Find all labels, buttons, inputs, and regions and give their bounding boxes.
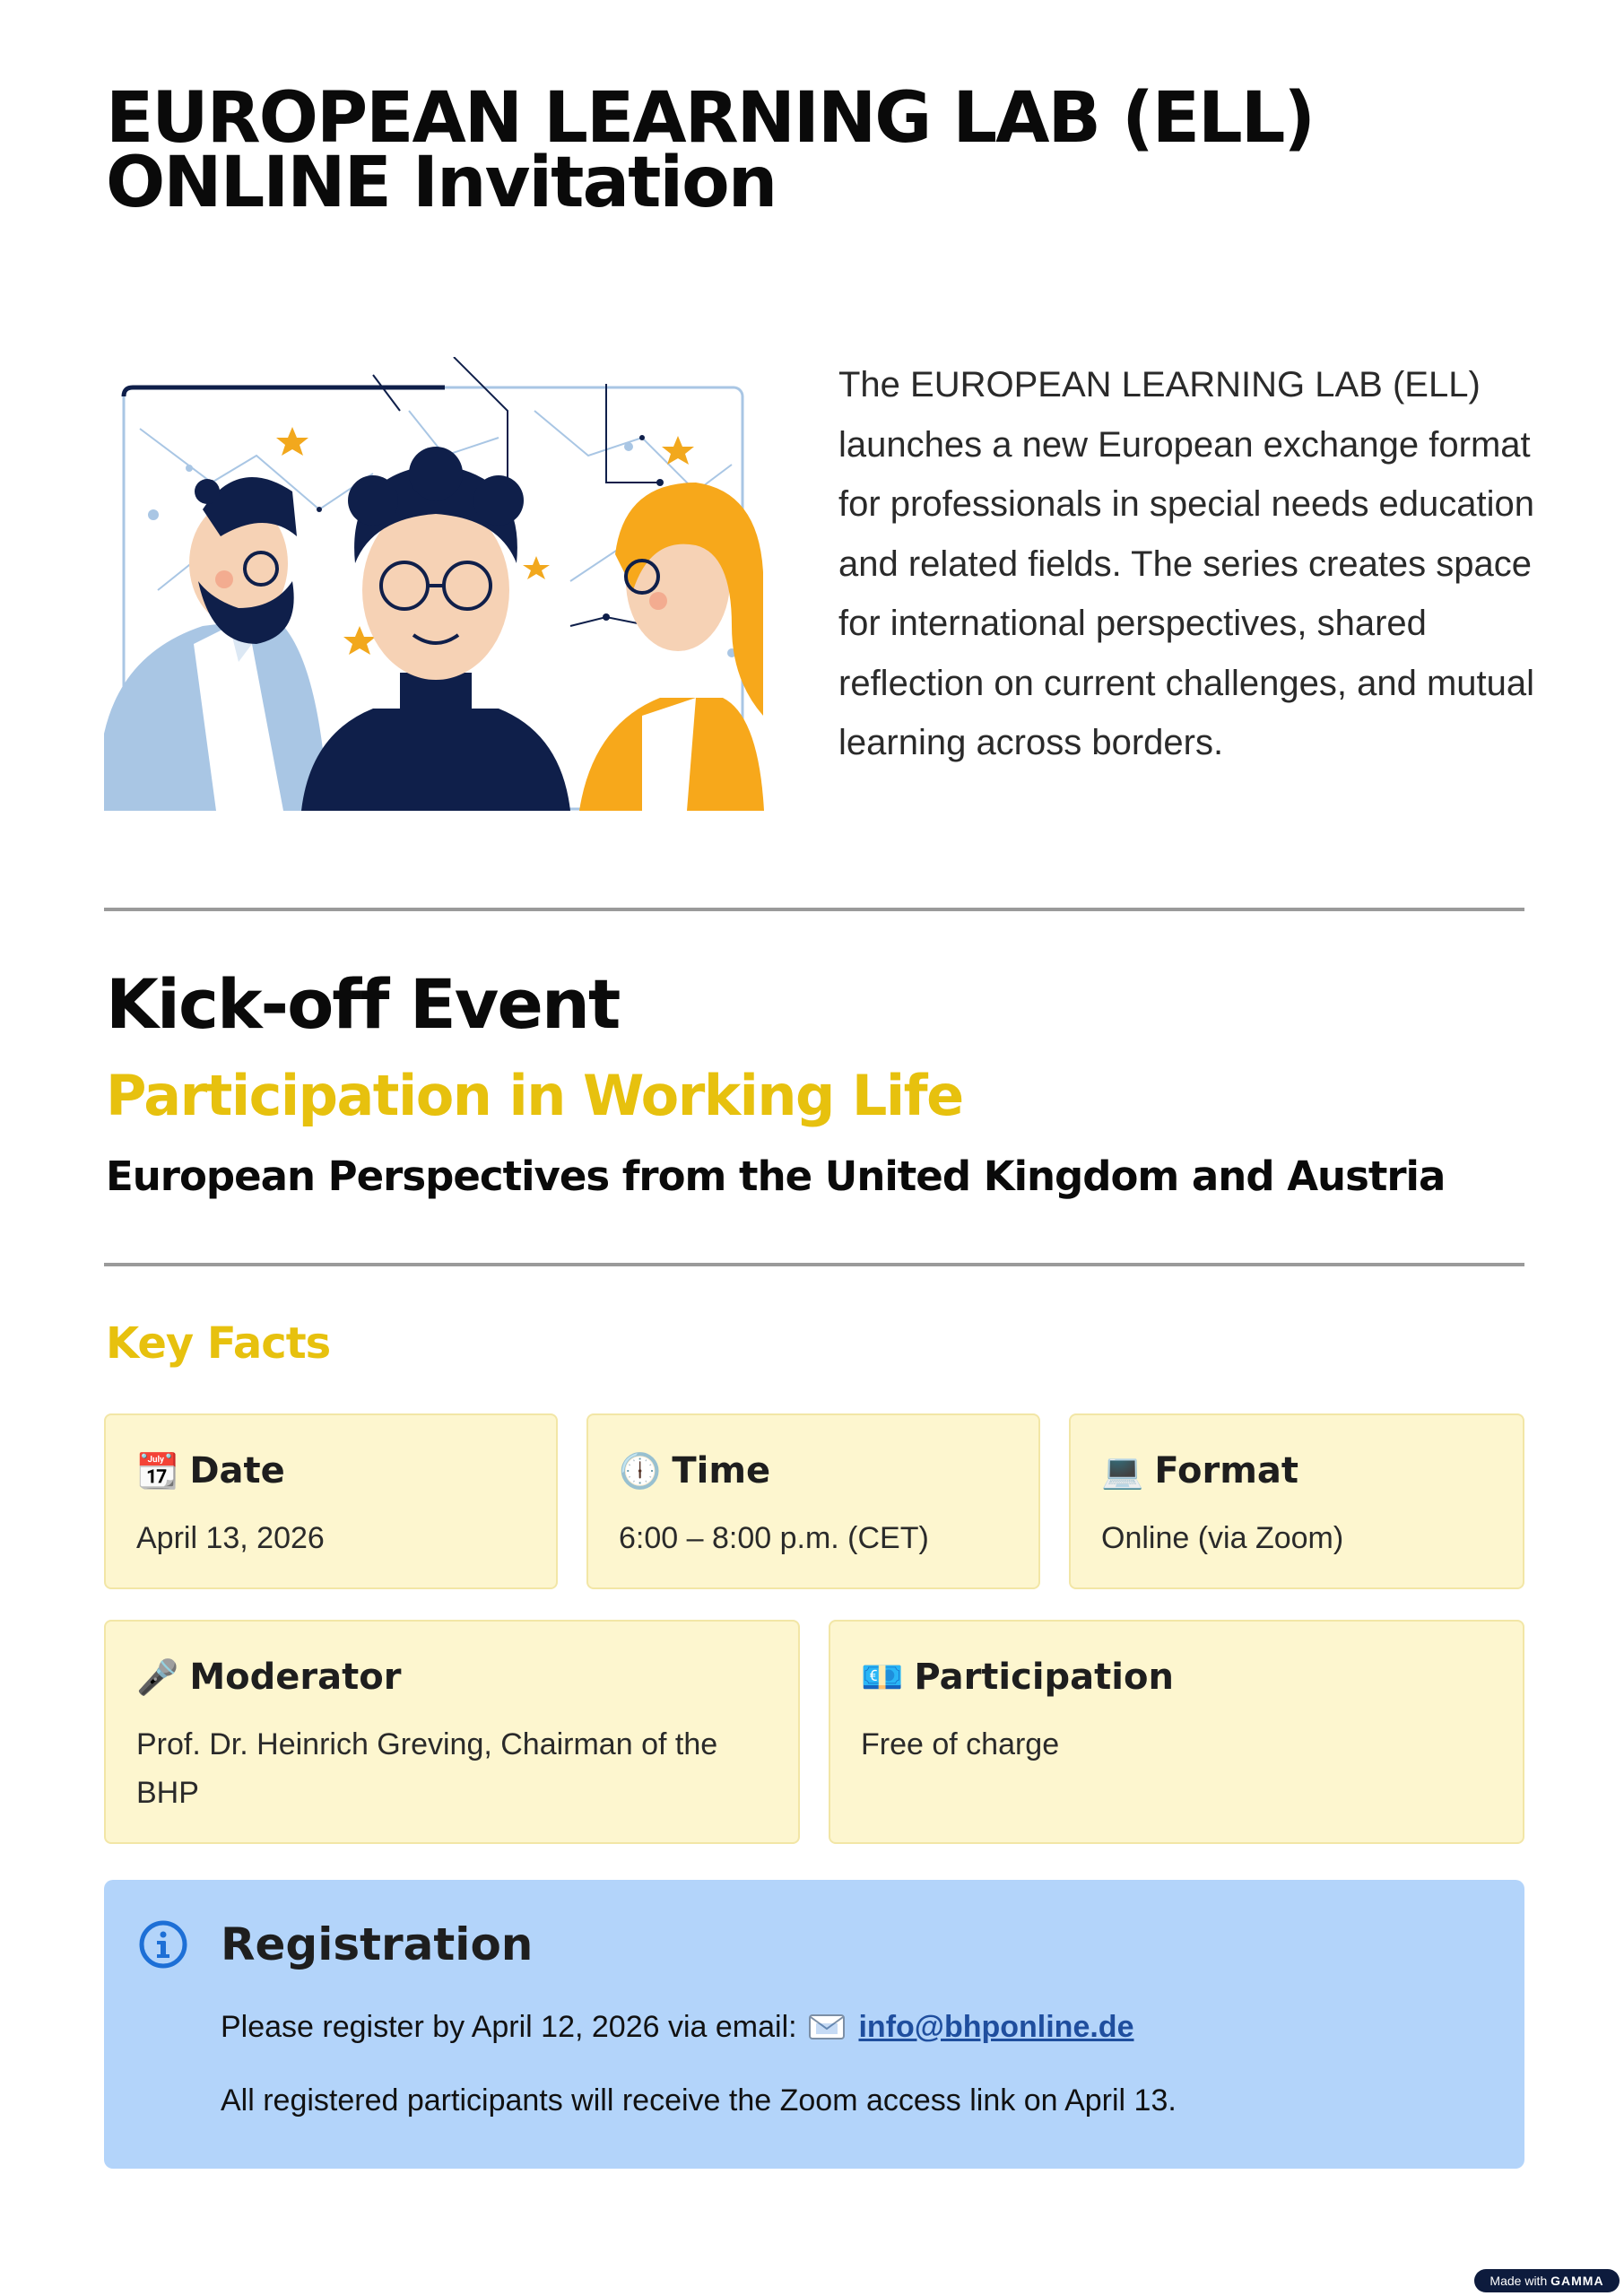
participation-card-title [861,1652,1174,1702]
hero-illustration [104,357,764,811]
section-divider [104,1263,1524,1266]
made-with-gamma-badge[interactable] [1474,2269,1620,2292]
format-value: Online (via Zoom) [1101,1521,1344,1555]
registration-instructions-text: Please register by April 12, 2026 via email: [221,2010,797,2044]
intro-paragraph: The EUROPEAN LEARNING LAB (ELL) launches a new European exchange format for professionals in special needs education and related fields. The series creates space for international perspectives, shared reflection on current challenges, and mutual learning across borders. [838,365,1535,762]
format-card-title [1101,1446,1298,1496]
participation-value: Free of charge [861,1727,1060,1761]
calendar-icon: 📆 [136,1451,179,1491]
moderator-card-title [136,1652,401,1702]
time-card [586,1413,1040,1589]
registration-callout [104,1880,1524,2169]
microphone-icon: 🎤 [136,1657,179,1697]
time-value: 6:00 – 8:00 p.m. (CET) [619,1521,929,1555]
event-topic: Participation in Working Life [106,1063,963,1128]
date-card-label: Date [189,1450,285,1492]
format-card [1069,1413,1524,1589]
section-divider [104,908,1524,911]
page-title-line2: ONLINE Invitation [106,143,777,223]
moderator-value: Prof. Dr. Heinrich Greving, Chairman of the BHP [136,1727,718,1810]
laptop-icon: 💻 [1101,1451,1144,1491]
email-icon [809,2014,845,2039]
kickoff-heading: Kick-off Event [106,964,620,1044]
time-card-title [619,1446,770,1496]
clock-icon: 🕕 [619,1451,662,1491]
moderator-card [104,1620,800,1844]
moderator-card-label: Moderator [189,1657,402,1698]
time-card-label: Time [672,1450,771,1492]
page-title [106,78,1361,223]
registration-instructions [221,2005,1133,2048]
money-icon: 💶 [861,1657,904,1697]
badge-prefix: Made with [1489,2274,1548,2288]
key-facts-heading: Key Facts [106,1318,331,1369]
date-card [104,1413,558,1589]
info-icon [138,1919,188,1970]
registration-zoom-note: All registered participants will receive the Zoom access link on April 13. [221,2083,1177,2118]
participation-card [829,1620,1524,1844]
page-title-line1: EUROPEAN LEARNING LAB (ELL) [106,78,1315,159]
email-link[interactable]: info@bhponline.de [858,2010,1134,2044]
event-subtitle: European Perspectives from the United Kingdom and Austria [106,1152,1446,1200]
format-card-label: Format [1154,1450,1299,1492]
gamma-logo: GAMMA [1550,2274,1604,2288]
date-value: April 13, 2026 [136,1521,325,1555]
registration-title: Registration [221,1918,534,1970]
participation-card-label: Participation [914,1657,1174,1698]
date-card-title [136,1446,285,1496]
